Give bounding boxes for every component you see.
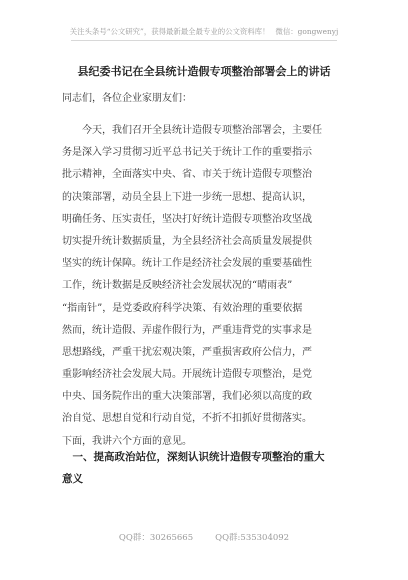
paragraph-line: 坚实的统计保障。统计工作是经济社会发展的重要基础性 bbox=[62, 258, 312, 270]
body-paragraph bbox=[62, 120, 356, 453]
salutation: 同志们，各位企业家朋友们： bbox=[62, 93, 192, 104]
header-banner-text: 关注头条号“公文研究”，获得最新最全最专业的公文资料库！ bbox=[69, 27, 270, 36]
footer-qq-group-2: QQ群:535304092 bbox=[215, 533, 290, 543]
paragraph-line: 然而，统计造假、弄虚作假行为，严重违背党的实事求是 bbox=[62, 324, 312, 336]
paragraph-line: 切实提升统计数据质量，为全县经济社会高质量发展提供 bbox=[62, 235, 312, 247]
paragraph-line: 工作，统计数据是反映经济社会发展状况的“晴雨表” bbox=[62, 280, 293, 292]
section-heading bbox=[62, 446, 356, 490]
paragraph-line: 明确任务、压实责任，坚决打好统计造假专项整治攻坚战 bbox=[62, 213, 312, 225]
document-title: 县纪委书记在全县统计造假专项整治部署会上的讲话 bbox=[77, 65, 331, 78]
paragraph-line: 下面，我讲六个方面的意见。 bbox=[62, 435, 192, 447]
header-wechat-text: 微信：gongwenyj bbox=[275, 27, 339, 36]
paragraph-line: 中央、国务院作出的重大决策部署，我们必须以高度的政 bbox=[62, 391, 312, 403]
paragraph-line: 批示精神，全面落实中央、省、市关于统计造假专项整治 bbox=[62, 169, 312, 181]
paragraph-line: 务是深入学习贯彻习近平总书记关于统计工作的重要指示 bbox=[62, 147, 312, 159]
header-divider bbox=[71, 40, 337, 41]
paragraph-line: “指南针”，是党委政府科学决策、有效治理的重要依据 bbox=[62, 302, 303, 314]
footer bbox=[0, 532, 408, 544]
paragraph-line: 思想路线，严重干扰宏观决策，严重损害政府公信力，严 bbox=[62, 346, 312, 358]
footer-qq-group-1: QQ群：30265665 bbox=[118, 533, 194, 543]
header-banner bbox=[0, 27, 408, 37]
paragraph-line: 治自觉、思想自觉和行动自觉，不折不扣抓好贯彻落实。 bbox=[62, 413, 312, 425]
paragraph-line: 的决策部署，动员全县上下进一步统一思想、提高认识， bbox=[62, 191, 312, 203]
section-heading-line: 意义 bbox=[62, 473, 83, 485]
paragraph-line: 重影响经济社会发展大局。开展统计造假专项整治，是党 bbox=[62, 369, 312, 381]
section-heading-line: 一、提高政治站位，深刻认识统计造假专项整治的重大 bbox=[62, 451, 325, 463]
paragraph-line: 今天，我们召开全县统计造假专项整治部署会，主要任 bbox=[62, 125, 322, 136]
